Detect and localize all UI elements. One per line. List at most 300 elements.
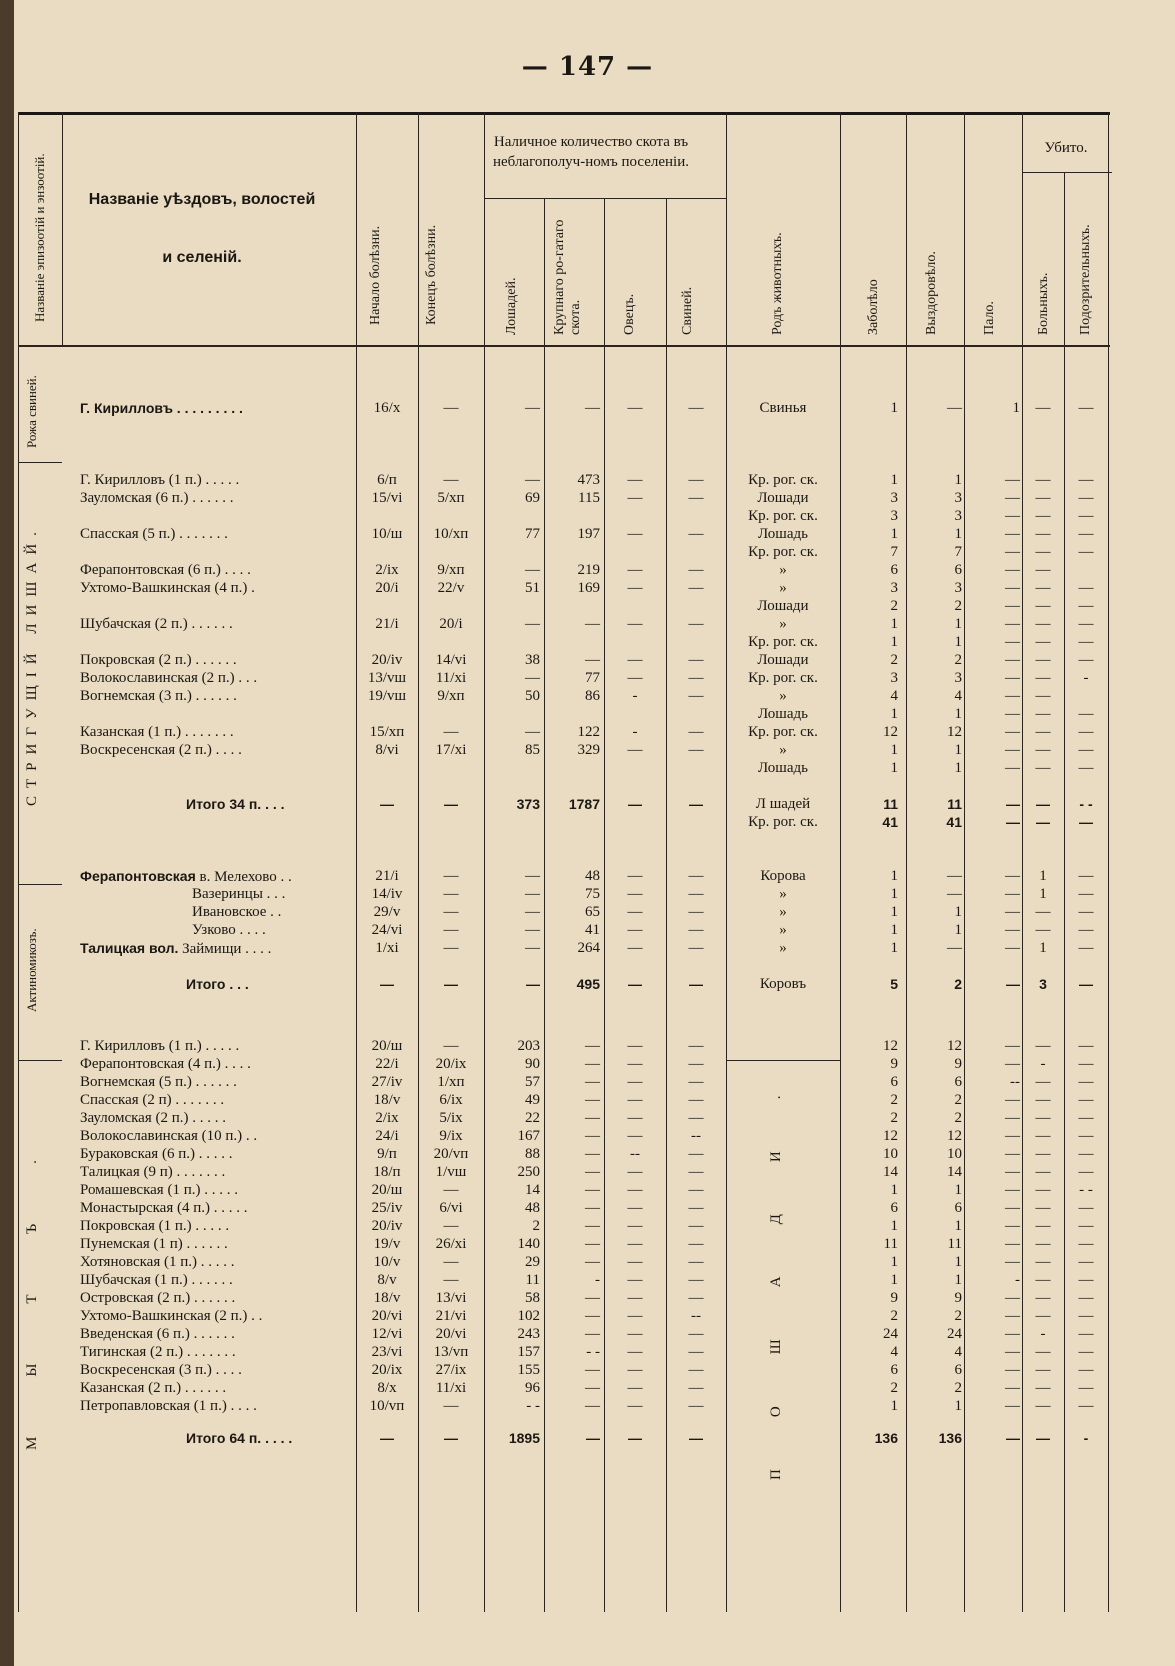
- header-pigs: Свиней.: [680, 286, 695, 335]
- cell-cattle: 65: [585, 904, 600, 920]
- cell-sheep: -: [632, 688, 638, 704]
- table-row: [0, 974, 1175, 994]
- cell-horses: 157: [517, 1344, 540, 1360]
- cell-died: —: [1005, 760, 1020, 776]
- cell-killed-suspect: —: [1078, 1308, 1094, 1324]
- cell-died: —: [1005, 652, 1020, 668]
- cell-killed-sick: —: [1035, 472, 1051, 488]
- cell-name: Воскресенская (2 п.) . . . .: [80, 742, 242, 758]
- table-row: [0, 1270, 1175, 1290]
- cell-killed-sick: —: [1035, 616, 1051, 632]
- cell-sheep: -: [632, 724, 638, 740]
- cell-recovered: 24: [947, 1326, 962, 1342]
- cell-cattle: 86: [585, 688, 600, 704]
- cell-killed-suspect: - -: [1079, 1182, 1093, 1198]
- cell-pigs: —: [688, 472, 704, 488]
- cell-cattle: —: [585, 1254, 600, 1270]
- table-row: [0, 704, 1175, 724]
- cell-killed-sick: —: [1035, 742, 1051, 758]
- cell-died: —: [1005, 616, 1020, 632]
- cell-start: 20/vi: [371, 1308, 403, 1324]
- cell-end: —: [443, 868, 459, 884]
- cell-killed-suspect: —: [1078, 616, 1094, 632]
- cell-sick: 9: [890, 1056, 898, 1072]
- cell-start: 10/ш: [371, 526, 403, 542]
- cell-killed-suspect: —: [1078, 1038, 1094, 1054]
- cell-killed-sick: —: [1035, 1362, 1051, 1378]
- cell-horses: —: [525, 904, 540, 920]
- kind-label-horses: ПОШАДИ.: [768, 1043, 784, 1480]
- cell-recovered: 1: [954, 616, 962, 632]
- table-row: [0, 1198, 1175, 1218]
- cell-died: 1: [1012, 400, 1020, 416]
- table-row: [0, 1252, 1175, 1272]
- cell-name: Островская (2 п.) . . . . . .: [80, 1290, 236, 1306]
- cell-cattle: 219: [577, 562, 600, 578]
- cell-killed-suspect: —: [1079, 976, 1093, 992]
- cell-pigs: —: [688, 562, 704, 578]
- cell-start: 20/iv: [371, 652, 403, 668]
- cell-pigs: —: [688, 688, 704, 704]
- cell-start: 27/iv: [371, 1074, 403, 1090]
- cell-name: Г. Кирилловъ (1 п.) . . . . .: [80, 472, 240, 488]
- cell-killed-sick: —: [1035, 760, 1051, 776]
- cell-pigs: —: [688, 1344, 704, 1360]
- cell-killed-suspect: —: [1078, 1092, 1094, 1108]
- cell-recovered: 12: [947, 1038, 962, 1054]
- cell-killed-suspect: —: [1078, 1344, 1094, 1360]
- cell-end: 1/vш: [435, 1164, 467, 1180]
- cell-cattle: —: [585, 616, 600, 632]
- cell-horses: —: [525, 562, 540, 578]
- cell-recovered: 6: [954, 1362, 962, 1378]
- cell-killed-suspect: —: [1078, 1380, 1094, 1396]
- cell-end: 1/хп: [437, 1074, 465, 1090]
- cell-end: 27/ix: [435, 1362, 467, 1378]
- cell-pigs: —: [688, 490, 704, 506]
- cell-cattle: 495: [576, 976, 600, 992]
- cell-killed-sick: —: [1035, 1254, 1051, 1270]
- cell-name: Вогнемская (5 п.) . . . . . .: [80, 1074, 237, 1090]
- cell-recovered: 2: [954, 976, 962, 992]
- cell-sheep: —: [627, 670, 643, 686]
- cell-sick: 10: [883, 1146, 898, 1162]
- cell-killed-sick: —: [1036, 814, 1050, 830]
- cell-name: Талицкая (9 п) . . . . . . .: [80, 1164, 226, 1180]
- table-row: [0, 722, 1175, 742]
- cell-horses: 58: [525, 1290, 540, 1306]
- cell-start: 16/x: [373, 400, 401, 416]
- cell-killed-sick: —: [1035, 490, 1051, 506]
- cell-died: —: [1005, 1218, 1020, 1234]
- cell-sheep: —: [627, 1308, 643, 1324]
- cell-recovered: 6: [954, 562, 962, 578]
- cell-died: —: [1005, 940, 1020, 956]
- cell-end: 6/vi: [439, 1200, 463, 1216]
- table-top-rule: [18, 112, 1110, 115]
- cell-end: —: [443, 400, 459, 416]
- cell-died: —: [1005, 1056, 1020, 1072]
- table-row: [0, 740, 1175, 760]
- cell-recovered: 41: [946, 814, 962, 830]
- cell-died: —: [1005, 1110, 1020, 1126]
- cell-end: —: [443, 724, 459, 740]
- cell-sick: 2: [890, 652, 898, 668]
- cell-start: 10/v: [373, 1254, 401, 1270]
- cell-died: —: [1005, 724, 1020, 740]
- table-row: [0, 758, 1175, 778]
- table-row: [0, 1216, 1175, 1236]
- cell-start: 15/vi: [371, 490, 403, 506]
- cell-pigs: —: [688, 724, 704, 740]
- cell-cattle: —: [585, 1236, 600, 1252]
- cell-pigs: —: [688, 526, 704, 542]
- cell-died: —: [1005, 562, 1020, 578]
- cell-sick: 3: [890, 670, 898, 686]
- header-cattle: Крупнаго ро-гатаго скота.: [552, 219, 583, 335]
- cell-pigs: —: [688, 904, 704, 920]
- section-label-ringworm: СТРИГУЩІЙ ЛИШАЙ.: [24, 524, 40, 806]
- cell-kind: Лошадь: [758, 526, 808, 542]
- cell-died: —: [1005, 544, 1020, 560]
- cell-end: —: [443, 922, 459, 938]
- cell-name: Ухтомо-Вашкинская (4 п.) .: [80, 580, 255, 596]
- cell-sick: 14: [883, 1164, 898, 1180]
- cell-kind: Лошади: [757, 652, 809, 668]
- cell-cattle: —: [585, 1038, 600, 1054]
- cell-horses: 90: [525, 1056, 540, 1072]
- cell-name: Хотяновская (1 п.) . . . . .: [80, 1254, 235, 1270]
- cell-sick: 1: [890, 1182, 898, 1198]
- cell-end: 20/ix: [435, 1056, 467, 1072]
- table-row: [0, 578, 1175, 598]
- table-row: [0, 1360, 1175, 1380]
- cell-end: 9/хп: [437, 562, 465, 578]
- cell-end: 20/vi: [435, 1326, 467, 1342]
- cell-sheep: —: [627, 886, 643, 902]
- cell-name: Зауломская (6 п.) . . . . . .: [80, 490, 234, 506]
- cell-horses: 50: [525, 688, 540, 704]
- cell-sheep: --: [630, 1146, 640, 1162]
- cell-sheep: —: [627, 490, 643, 506]
- cell-sheep: —: [627, 742, 643, 758]
- cell-killed-sick: —: [1035, 1218, 1051, 1234]
- cell-pigs: --: [691, 1308, 701, 1324]
- cell-start: 18/v: [373, 1092, 401, 1108]
- cell-recovered: 3: [954, 580, 962, 596]
- cell-died: --: [1010, 1074, 1020, 1090]
- cell-cattle: —: [585, 1182, 600, 1198]
- cell-died: —: [1005, 922, 1020, 938]
- cell-horses: 29: [525, 1254, 540, 1270]
- cell-sheep: —: [627, 652, 643, 668]
- cell-died: —: [1005, 1128, 1020, 1144]
- table-row: [0, 1378, 1175, 1398]
- cell-sick: 12: [883, 724, 898, 740]
- cell-killed-suspect: —: [1078, 526, 1094, 542]
- table-row: [0, 596, 1175, 616]
- cell-killed-suspect: —: [1078, 544, 1094, 560]
- cell-killed-suspect: —: [1078, 1236, 1094, 1252]
- cell-killed-sick: —: [1035, 1398, 1051, 1414]
- cell-horses: 85: [525, 742, 540, 758]
- header-name-line1: Названіе уѣздовъ, волостей: [88, 191, 316, 208]
- cell-horses: 102: [517, 1308, 540, 1324]
- cell-end: 10/хп: [433, 526, 469, 542]
- cell-cattle: 473: [577, 472, 600, 488]
- cell-sick: 24: [883, 1326, 898, 1342]
- cell-died: —: [1005, 526, 1020, 542]
- cell-killed-suspect: —: [1078, 1290, 1094, 1306]
- cell-name: Шубачская (1 п.) . . . . . .: [80, 1272, 233, 1288]
- cell-start: 21/i: [375, 616, 399, 632]
- cell-died: —: [1005, 904, 1020, 920]
- cell-kind: »: [779, 562, 787, 578]
- cell-died: —: [1006, 1430, 1020, 1446]
- cell-recovered: 4: [954, 688, 962, 704]
- cell-sick: 1: [890, 1218, 898, 1234]
- cell-name: Волокославинская (2 п.) . . .: [80, 670, 258, 686]
- cell-recovered: 10: [947, 1146, 962, 1162]
- cell-cattle: 115: [578, 490, 600, 506]
- cell-horses: —: [525, 724, 540, 740]
- cell-killed-suspect: -: [1083, 1430, 1089, 1446]
- cell-horses: 22: [525, 1110, 540, 1126]
- cell-died: —: [1005, 1164, 1020, 1180]
- cell-sheep: —: [627, 1380, 643, 1396]
- cell-sick: 1: [890, 1398, 898, 1414]
- cell-end: 13/vп: [433, 1344, 469, 1360]
- table-row: [0, 632, 1175, 652]
- cell-horses: —: [525, 616, 540, 632]
- cell-killed-sick: -: [1040, 1326, 1046, 1342]
- table-row: [0, 1288, 1175, 1308]
- cell-sick: 1: [890, 904, 898, 920]
- cell-sheep: —: [627, 1326, 643, 1342]
- cell-end: —: [443, 886, 459, 902]
- cell-cattle: —: [585, 1326, 600, 1342]
- cell-cattle: 197: [577, 526, 600, 542]
- cell-sick: 1: [890, 1254, 898, 1270]
- cell-sick: 5: [890, 976, 898, 992]
- cell-sick: 9: [890, 1290, 898, 1306]
- cell-killed-suspect: —: [1078, 1200, 1094, 1216]
- cell-sick: 2: [890, 1308, 898, 1324]
- cell-killed-suspect: —: [1078, 634, 1094, 650]
- cell-cattle: 75: [585, 886, 600, 902]
- cell-pigs: —: [689, 976, 703, 992]
- cell-killed-sick: —: [1035, 1236, 1051, 1252]
- cell-sheep: —: [628, 796, 642, 812]
- table-row: [0, 1306, 1175, 1326]
- cell-pigs: —: [688, 1110, 704, 1126]
- table-row: [0, 1162, 1175, 1182]
- cell-sick: 1: [890, 472, 898, 488]
- cell-name: Узково . . . .: [192, 922, 266, 938]
- cell-killed-suspect: —: [1078, 742, 1094, 758]
- cell-died: —: [1005, 1362, 1020, 1378]
- cell-start: 20/ш: [371, 1038, 403, 1054]
- cell-name: Волокославинская (10 п.) . .: [80, 1128, 258, 1144]
- cell-cattle: —: [585, 1092, 600, 1108]
- cell-recovered: 1: [954, 634, 962, 650]
- cell-sick: 6: [890, 1362, 898, 1378]
- cell-kind: »: [779, 904, 787, 920]
- cell-died: -: [1015, 1272, 1020, 1288]
- cell-died: —: [1005, 1146, 1020, 1162]
- cell-horses: 373: [516, 796, 540, 812]
- cell-end: —: [443, 1218, 459, 1234]
- header-name-line2: и селеній.: [162, 249, 242, 266]
- cell-name: Воскресенская (3 п.) . . . .: [80, 1362, 242, 1378]
- cell-pigs: —: [688, 1272, 704, 1288]
- cell-killed-suspect: —: [1078, 508, 1094, 524]
- cell-sheep: —: [627, 1110, 643, 1126]
- cell-end: 21/vi: [435, 1308, 467, 1324]
- cell-horses: 167: [517, 1128, 540, 1144]
- cell-pigs: —: [688, 1164, 704, 1180]
- cell-sick: 1: [890, 634, 898, 650]
- cell-kind: »: [779, 580, 787, 596]
- cell-sick: 1: [890, 526, 898, 542]
- cell-killed-suspect: —: [1078, 1128, 1094, 1144]
- cell-pigs: —: [688, 1398, 704, 1414]
- cell-sheep: —: [627, 616, 643, 632]
- cell-end: 11/xi: [435, 1380, 467, 1396]
- cell-pigs: —: [688, 1326, 704, 1342]
- cell-cattle: —: [585, 1164, 600, 1180]
- cell-pigs: —: [688, 1290, 704, 1306]
- cell-recovered: 6: [954, 1074, 962, 1090]
- cell-sick: 1: [890, 760, 898, 776]
- cell-kind: Кр. рог. ск.: [748, 814, 818, 830]
- cell-end: —: [444, 976, 458, 992]
- table-row: [0, 1054, 1175, 1074]
- table-row: [0, 1036, 1175, 1056]
- cell-recovered: 1: [954, 1254, 962, 1270]
- cell-recovered: 136: [938, 1430, 962, 1446]
- cell-horses: 51: [525, 580, 540, 596]
- cell-kind: Кр. рог. ск.: [748, 508, 818, 524]
- cell-killed-suspect: —: [1078, 1110, 1094, 1126]
- cell-cattle: —: [585, 1290, 600, 1306]
- cell-kind: Кр. рог. ск.: [748, 670, 818, 686]
- cell-killed-sick: —: [1035, 1182, 1051, 1198]
- cell-horses: —: [525, 922, 540, 938]
- cell-kind: »: [779, 742, 787, 758]
- cell-kind: »: [779, 922, 787, 938]
- cell-died: —: [1005, 1200, 1020, 1216]
- cell-start: 6/п: [377, 472, 397, 488]
- table-row: [0, 650, 1175, 670]
- cell-start: 25/iv: [371, 1200, 403, 1216]
- cell-sheep: —: [628, 976, 642, 992]
- cell-sick: 11: [883, 1236, 898, 1252]
- cell-recovered: 9: [954, 1056, 962, 1072]
- cell-sick: 4: [890, 688, 898, 704]
- cell-pigs: —: [689, 796, 703, 812]
- cell-end: 5/хп: [437, 490, 465, 506]
- cell-kind: »: [779, 940, 787, 956]
- cell-kind: Лошади: [757, 598, 809, 614]
- header-killed: Убито.: [1044, 140, 1088, 156]
- cell-start: 18/v: [373, 1290, 401, 1306]
- cell-recovered: 1: [954, 742, 962, 758]
- cell-kind: Лошадь: [758, 760, 808, 776]
- cell-killed-suspect: -: [1083, 670, 1089, 686]
- cell-killed-sick: —: [1035, 634, 1051, 650]
- cell-recovered: 2: [954, 652, 962, 668]
- cell-killed-sick: —: [1036, 796, 1050, 812]
- cell-name: Итого . . .: [186, 976, 249, 992]
- table-row: [0, 1108, 1175, 1128]
- cell-cattle: —: [585, 1362, 600, 1378]
- cell-end: 13/vi: [435, 1290, 467, 1306]
- cell-killed-suspect: —: [1078, 868, 1094, 884]
- cell-sick: 3: [890, 508, 898, 524]
- cell-cattle: —: [585, 1056, 600, 1072]
- cell-sick: 2: [890, 1110, 898, 1126]
- cell-killed-sick: —: [1035, 580, 1051, 596]
- cell-recovered: 1: [954, 472, 962, 488]
- cell-kind: Лошади: [757, 490, 809, 506]
- cell-recovered: 14: [947, 1164, 962, 1180]
- cell-pigs: —: [688, 580, 704, 596]
- cell-cattle: —: [585, 1074, 600, 1090]
- cell-sick: 4: [890, 1344, 898, 1360]
- cell-killed-sick: —: [1035, 598, 1051, 614]
- cell-recovered: —: [947, 868, 962, 884]
- cell-name: Пунемская (1 п) . . . . . .: [80, 1236, 228, 1252]
- cell-killed-suspect: —: [1078, 1398, 1094, 1414]
- cell-sheep: —: [627, 868, 643, 884]
- cell-killed-sick: 1: [1039, 868, 1047, 884]
- cell-start: 9/п: [377, 1146, 397, 1162]
- cell-start: 24/i: [375, 1128, 399, 1144]
- cell-name: Спасская (2 п) . . . . . . .: [80, 1092, 225, 1108]
- cell-horses: 48: [525, 1200, 540, 1216]
- cell-name: Казанская (2 п.) . . . . . .: [80, 1380, 227, 1396]
- cell-sick: 1: [890, 400, 898, 416]
- table-row: [0, 1342, 1175, 1362]
- cell-sheep: —: [627, 1362, 643, 1378]
- cell-killed-suspect: —: [1078, 580, 1094, 596]
- cell-killed-sick: —: [1035, 904, 1051, 920]
- cell-horses: 88: [525, 1146, 540, 1162]
- cell-pigs: —: [689, 1430, 703, 1446]
- cell-cattle: —: [585, 1128, 600, 1144]
- killed-header-rule: [1022, 172, 1112, 173]
- table-row: [0, 902, 1175, 922]
- cell-died: —: [1006, 814, 1020, 830]
- cell-kind: Корова: [760, 868, 806, 884]
- cell-start: 1/xi: [375, 940, 399, 956]
- cell-died: —: [1005, 598, 1020, 614]
- cell-cattle: —: [586, 1430, 600, 1446]
- cell-died: —: [1005, 1236, 1020, 1252]
- cell-killed-suspect: —: [1078, 940, 1094, 956]
- cell-name: Шубачская (2 п.) . . . . . .: [80, 616, 233, 632]
- cell-killed-suspect: —: [1078, 706, 1094, 722]
- cell-kind: Коровъ: [759, 976, 807, 992]
- cell-killed-sick: —: [1035, 1272, 1051, 1288]
- group-header-rule: [484, 198, 726, 199]
- cell-cattle: 264: [577, 940, 600, 956]
- cell-pigs: —: [688, 1092, 704, 1108]
- cell-recovered: 1: [954, 1272, 962, 1288]
- cell-name: Ухтомо-Вашкинская (2 п.) . .: [80, 1308, 263, 1324]
- cell-pigs: —: [688, 616, 704, 632]
